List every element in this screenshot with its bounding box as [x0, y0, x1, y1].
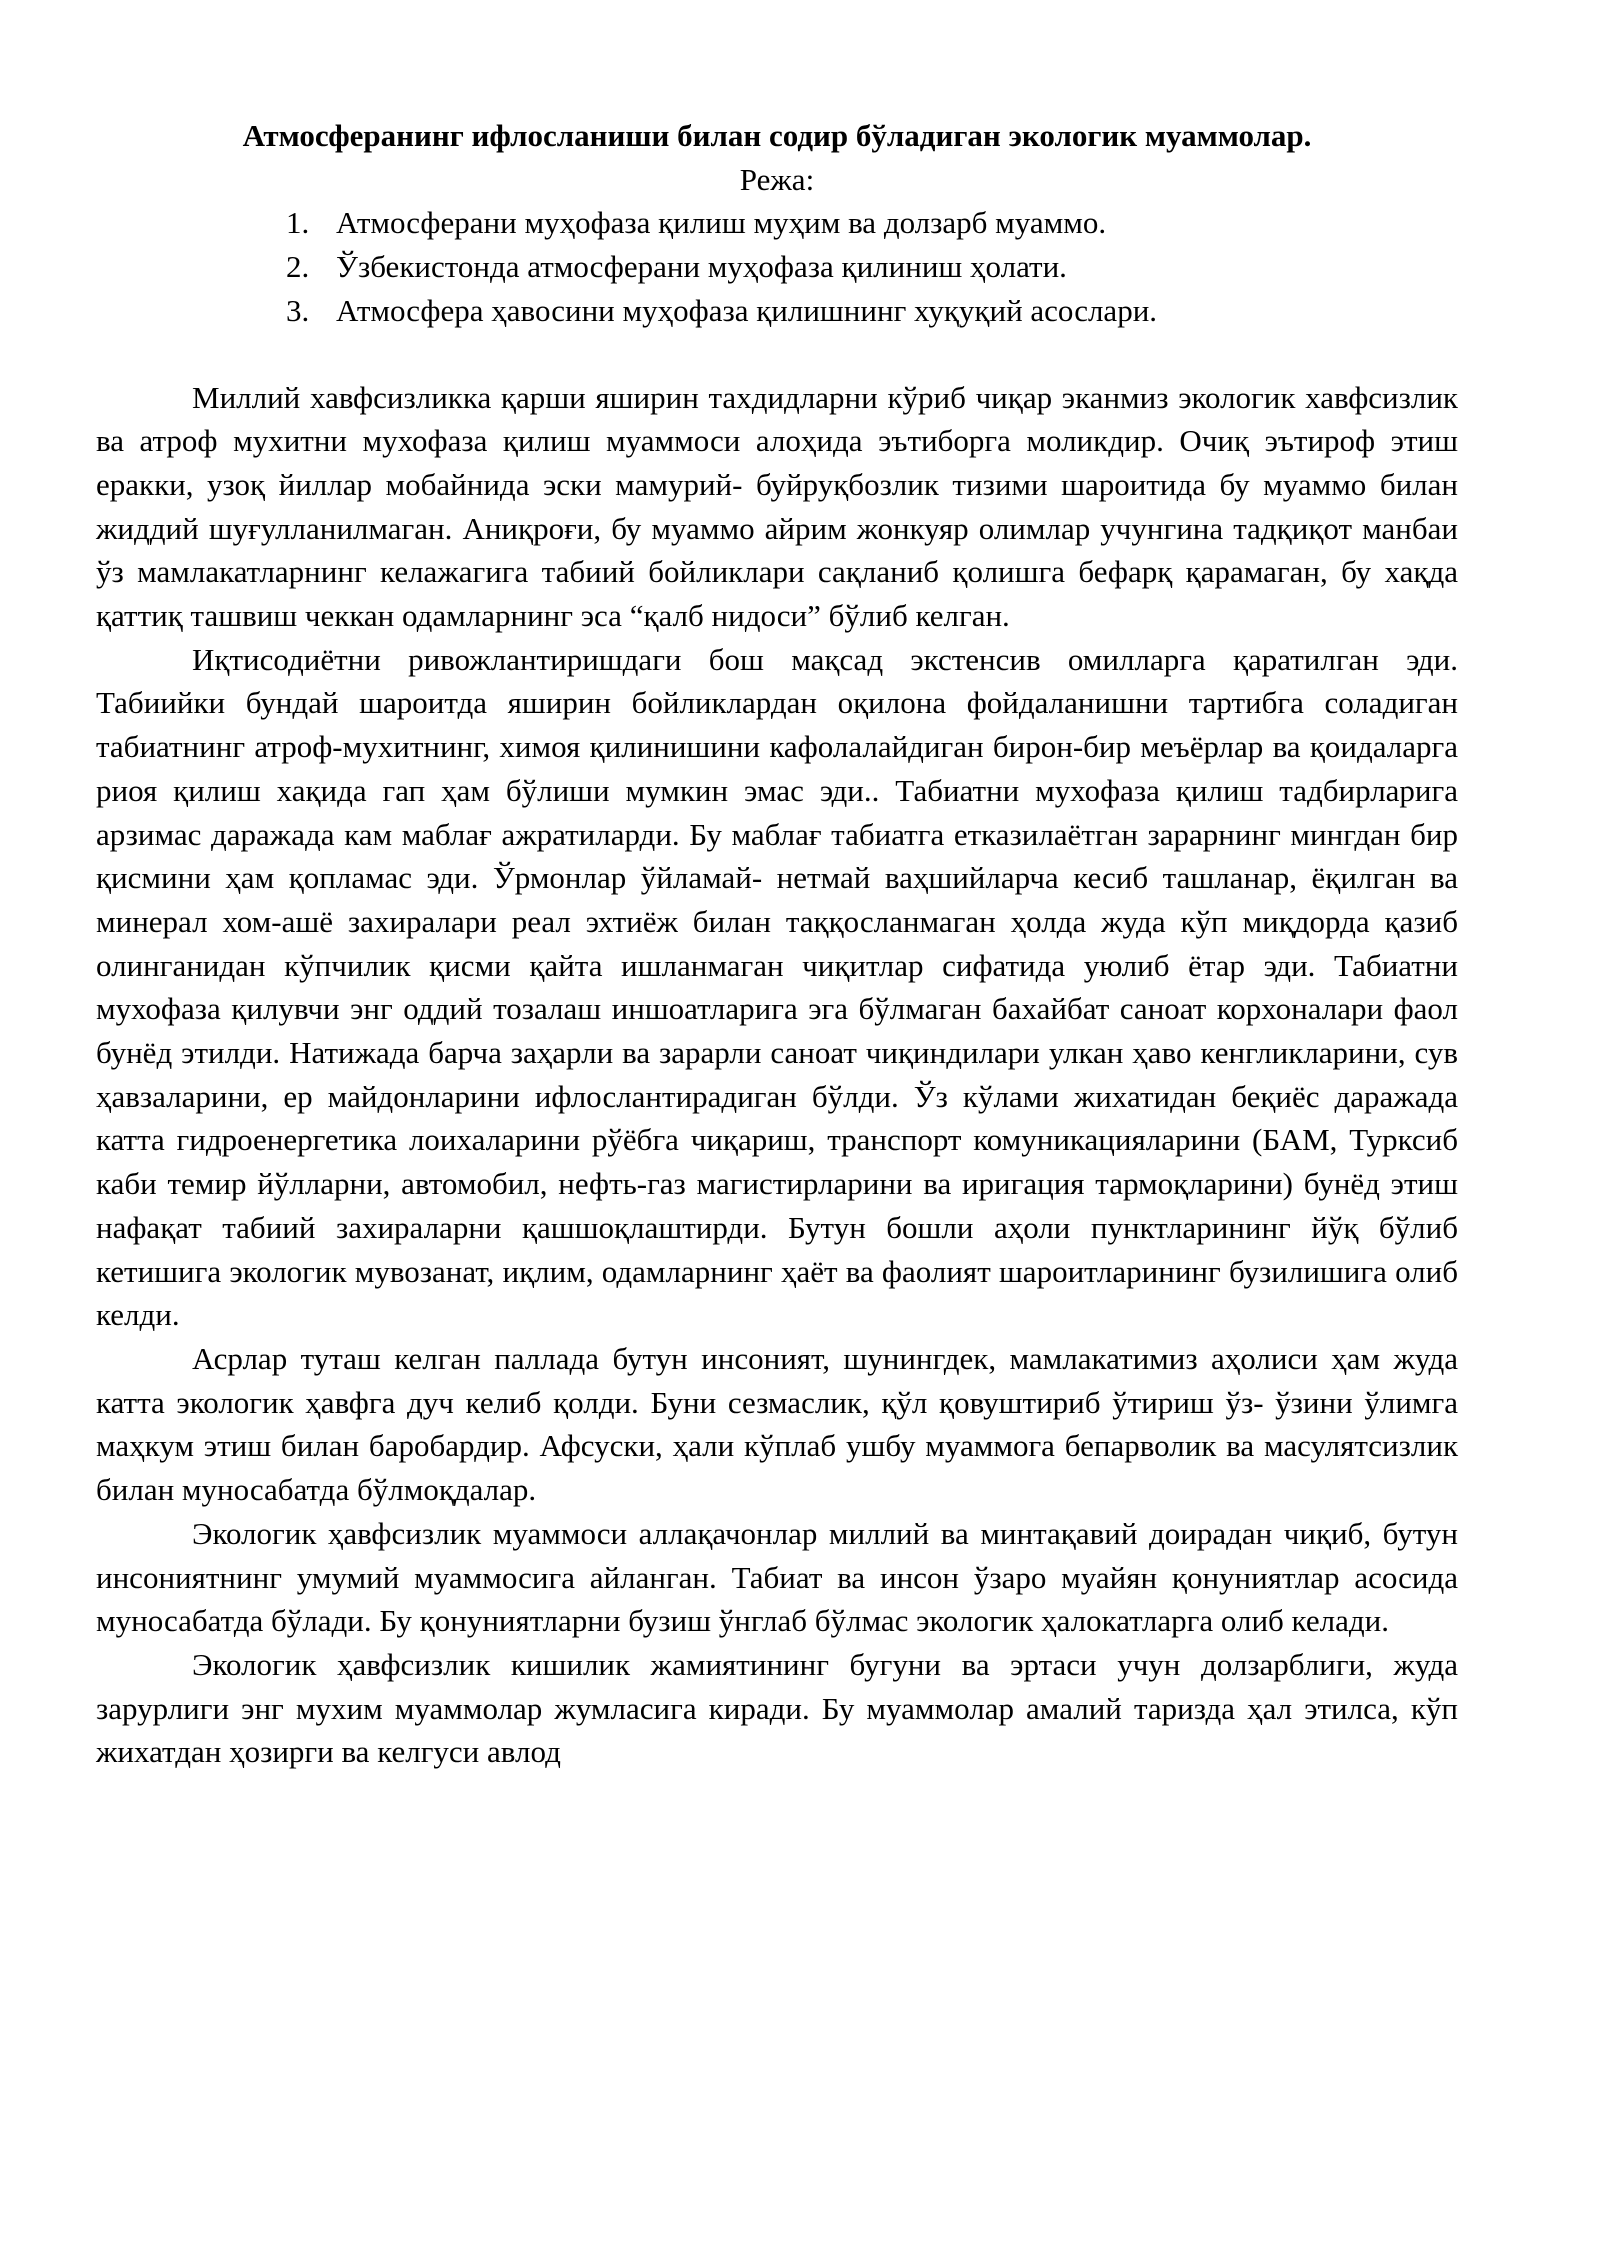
plan-item-number: 3. — [286, 292, 310, 328]
body-paragraph: Миллий хавфсизликка қарши яширин тахдидларни кўриб чиқар эканмиз экологик хавфсизлик ва атроф мухитни мухофаза қилиш муаммоси алоҳида эътиборга моликдир. Очиқ эътироф этиш еракки, узоқ йиллар мобайнида эски мамурий- буйруқбозлик тизими шароитида бу муаммо билан жиддий шуғулланилмаган. Аниқроғи, бу муаммо айрим жонкуяр олимлар учунгина тадқиқот манбаи ўз мамлакатларнинг келажагига табиий бойликлари сақланиб қолишга бефарқ қарамаган, бу хақда қаттиқ ташвиш чеккан одамларнинг эса “қалб нидоси” бўлиб келган. — [96, 379, 1458, 634]
body-paragraph: Экологик ҳавфсизлик кишилик жамиятининг бугуни ва эртаси учун долзарблиги, жуда зарурлиги энг мухим муаммолар жумласига киради. Бу муаммолар амалий таризда ҳал этилса, кўп жихатдан ҳозирги ва келгуси авлод — [96, 1646, 1458, 1770]
body-paragraph: Иқтисодиётни ривожлантиришдаги бош мақсад экстенсив омилларга қаратилган эди. Табиийки бундай шароитда яширин бойликлардан оқилона фойдаланишни тартибга соладиган табиатнинг атроф-мухитнинг, химоя қилинишини кафолалайдиган бирон-бир меъёрлар ва қоидаларга риоя қилиш хақида гап ҳам бўлиши мумкин эмас эди.. Табиатни мухофаза қилиш тадбирларига арзимас даражада кам маблағ ажратиларди. Бу маблағ табиатга етказилаётган зарарнинг мингдан бир қисмини ҳам қопламас эди. Ўрмонлар ўйламай- нетмай ваҳшийларча кесиб ташланар, ёқилган ва минерал хом-ашё захиралари реал эхтиёж билан таққосланмаган ҳолда жуда кўп миқдорда қазиб олинганидан кўпчилик қисми қайта ишланмаган чиқитлар сифатида уюлиб ётар эди. Табиатни мухофаза қилувчи энг оддий тозалаш иншоатларига эга бўлмаган бахайбат саноат корхоналари фаол бунёд этилди. Натижада барча заҳарли ва зарарли саноат чиқиндилари улкан ҳаво кенгликларини, сув ҳавзаларини, ер майдонларини ифлослантирадиган бўлди. Ўз кўлами жихатидан беқиёс даражада катта гидроенергетика лоихаларини рўёбга чиқариш, транспорт комуникацияларини (БАМ, Турксиб каби темир йўлларни, автомобил, нефть-газ магистирларини ва иригация тармоқларини) бунёд этиш нафақат табиий захираларни қашшоқлаштирди. Бутун бошли аҳоли пунктларининг йўқ бўлиб кетишига экологик мувозанат, иқлим, одамларнинг ҳаёт ва фаолият шароитларининг бузилишига олиб келди. — [96, 641, 1458, 1333]
document-title: Атмосферанинг ифлосланиши билан содир бўладиган экологик муаммолар. — [242, 118, 1312, 153]
plan-item-number: 2. — [286, 249, 310, 285]
plan-item — [96, 289, 1458, 333]
plan-item — [96, 245, 1458, 289]
plan-list — [96, 201, 1458, 332]
plan-heading: Режа: — [739, 161, 815, 197]
document-body — [96, 114, 1458, 1774]
plan-item-text: Атмосфера ҳавосини муҳофаза қилишнинг хуқуқий асослари. — [336, 292, 1158, 328]
plan-item — [96, 201, 1458, 245]
plan-item-text: Ўзбекистонда атмосферани муҳофаза қилиниш ҳолати. — [336, 249, 1067, 285]
body-paragraph: Асрлар туташ келган паллада бутун инсоният, шунингдек, мамлакатимиз аҳолиси ҳам жуда катта экологик ҳавфга дуч келиб қолди. Буни сезмаслик, қўл қовуштириб ўтириш ўз- ўзини ўлимга маҳкум этиш билан баробардир. Афсуски, ҳали кўплаб ушбу муаммога бепарволик ва масулятсизлик билан муносабатда бўлмоқдалар. — [96, 1340, 1458, 1508]
body-paragraph: Экологик ҳавфсизлик муаммоси аллақачонлар миллий ва минтақавий доирадан чиқиб, бутун инсониятнинг умумий муаммосига айланган. Табиат ва инсон ўзаро муайян қонуниятлар асосида муносабатда бўлади. Бу қонуниятларни бузиш ўнглаб бўлмас экологик ҳалокатларга олиб келади. — [96, 1515, 1458, 1639]
plan-item-number: 1. — [286, 205, 310, 241]
plan-item-text: Атмосферани муҳофаза қилиш муҳим ва долзарб муаммо. — [336, 205, 1107, 241]
